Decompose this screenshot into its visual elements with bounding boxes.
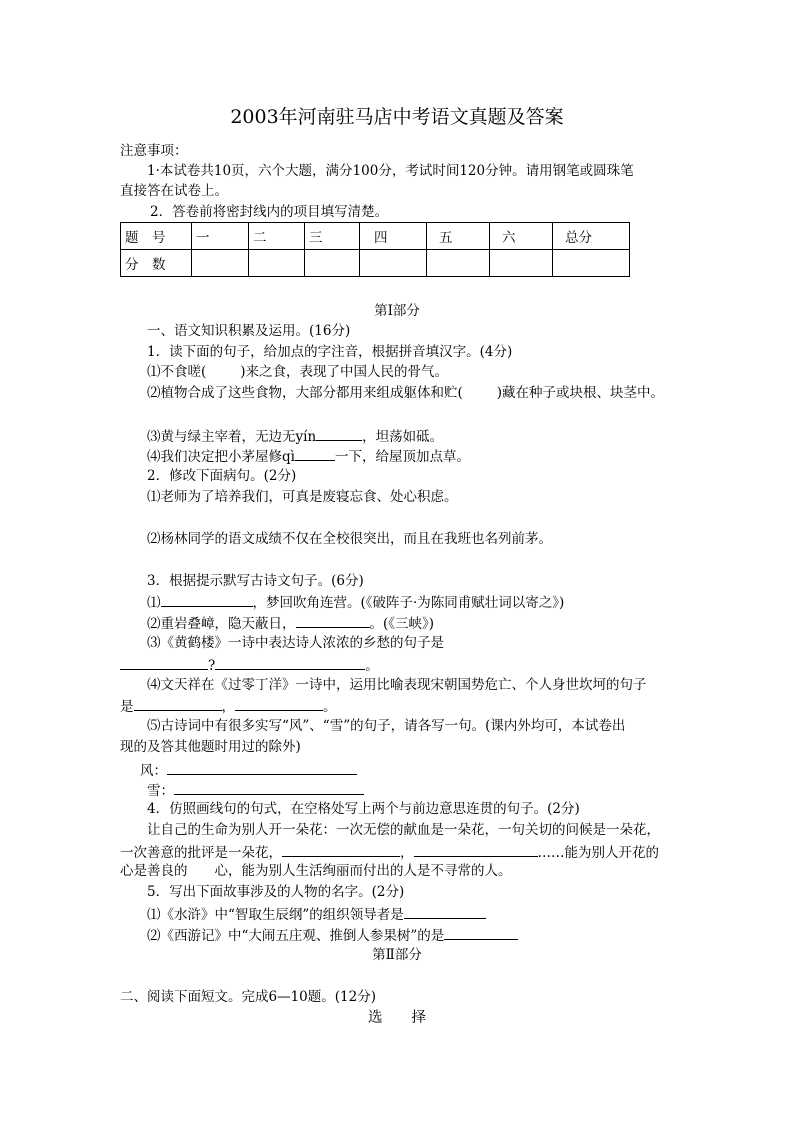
answer-blank[interactable]	[235, 696, 323, 711]
part2-heading: 第Ⅱ部分	[372, 947, 422, 963]
table-cell: 六	[490, 223, 553, 250]
question-3-2	[147, 613, 434, 633]
answer-blank[interactable]	[404, 904, 486, 919]
score-input-cell	[427, 250, 490, 277]
text: 是	[120, 699, 134, 715]
score-table	[120, 222, 630, 277]
question-4: 4．仿照画线句的句式，在空格处写上两个与前边意思连贯的句子。(2分)	[147, 801, 580, 817]
score-input-cell	[490, 250, 553, 277]
question-3-5-cont: 现的及答其他题时用过的除外)	[120, 739, 301, 755]
table-cell: 一	[192, 223, 249, 250]
question-1-3	[147, 426, 443, 446]
text: 一下，给屋顶加点草。	[334, 449, 470, 465]
score-input-cell	[553, 250, 630, 277]
table-cell: 题 号	[121, 223, 192, 250]
score-input-cell	[360, 250, 427, 277]
question-4-passage-cont	[120, 842, 659, 862]
score-input-cell	[192, 250, 249, 277]
score-table-row-scores	[121, 250, 630, 277]
text: ⑶黄与绿主宰着，无边无yín	[147, 429, 317, 445]
question-3: 3．根据提示默写古诗文句子。(6分)	[147, 573, 364, 589]
question-2-1: ⑴老师为了培养我们，可真是废寝忘食、处心积虑。	[147, 489, 458, 505]
question-5: 5．写出下面故事涉及的人物的名字。(2分)	[147, 884, 405, 900]
question-5-1	[147, 904, 486, 924]
question-1-4	[147, 446, 470, 466]
text: ，梦回吹角连营。(《破阵子·为陈同甫赋壮词以寄之》)	[252, 595, 565, 611]
text: ……能为别人开花的	[537, 845, 659, 861]
answer-blank[interactable]	[316, 426, 362, 441]
text: )来之食，表现了中国人民的骨气。	[240, 364, 449, 380]
question-1-1	[147, 363, 448, 381]
answer-blank[interactable]	[167, 760, 357, 775]
answer-blank[interactable]	[134, 696, 222, 711]
section-1-heading: 一、语文知识积累及运用。(16分)	[147, 323, 351, 339]
text: ，	[221, 699, 235, 715]
text: ⑴	[147, 595, 161, 611]
question-3-1	[147, 592, 564, 612]
score-input-cell	[249, 250, 305, 277]
table-cell: 三	[305, 223, 360, 250]
part1-heading: 第Ⅰ部分	[374, 303, 420, 319]
page-title: 2003年河南驻马店中考语文真题及答案	[230, 106, 564, 128]
question-1-2	[147, 384, 664, 402]
score-table-row-header	[121, 223, 630, 250]
notes-heading: 注意事项：	[120, 143, 188, 159]
text: 。	[365, 658, 379, 674]
answer-feng	[140, 760, 357, 780]
text: 。	[323, 699, 337, 715]
table-cell: 四	[360, 223, 427, 250]
text: 。(《三峡》)	[369, 616, 435, 632]
question-2: 2．修改下面病句。(2分)	[147, 468, 297, 484]
question-2-2: ⑵杨林同学的语文成绩不仅在全校很突出，而且在我班也名列前茅。	[147, 531, 552, 547]
question-3-3: ⑶《黄鹤楼》一诗中表达诗人浓浓的乡愁的句子是	[147, 635, 444, 651]
score-input-cell	[305, 250, 360, 277]
answer-blank[interactable]	[215, 655, 365, 670]
answer-xue	[147, 780, 364, 800]
notes-item-1-cont: 直接答在试卷上。	[120, 183, 228, 199]
answer-blank[interactable]	[414, 842, 538, 857]
answer-blank[interactable]	[174, 780, 364, 795]
article-title: 选 择	[368, 1010, 426, 1026]
answer-blank[interactable]	[161, 592, 253, 607]
text: 雪：	[147, 783, 174, 799]
text: ，坦荡如砥。	[362, 429, 444, 445]
notes-item-1: 1·本试卷共10页，六个大题，满分100分，考试时间120分钟。请用钢笔或圆珠笔	[147, 163, 634, 179]
text: ⑴《水浒》中“智取生辰纲”的组织领导者是	[147, 907, 404, 923]
question-4-passage: 让自己的生命为别人开一朵花：一次无偿的献血是一朵花，一句关切的问候是一朵花，	[147, 822, 660, 838]
table-cell: 五	[427, 223, 490, 250]
question-3-4: ⑷文天祥在《过零丁洋》一诗中，运用比喻表现宋朝国势危亡、个人身世坎坷的句子	[147, 677, 647, 693]
question-3-3-answer	[120, 655, 379, 675]
answer-blank[interactable]	[282, 842, 400, 857]
text: ⑵重岩叠嶂，隐天蔽日，	[147, 616, 296, 632]
answer-blank[interactable]	[444, 925, 518, 940]
table-cell: 分 数	[121, 250, 192, 277]
text: ，	[400, 845, 414, 861]
text: )藏在种子或块根、块茎中。	[496, 385, 665, 401]
text: 风：	[140, 763, 167, 779]
text: ⑵植物合成了这些食物，大部分都用来组成躯体和贮(	[147, 385, 463, 401]
text: ?	[208, 658, 216, 674]
table-cell: 二	[249, 223, 305, 250]
text: ⑴不食嗟(	[147, 364, 207, 380]
text: ⑷我们决定把小茅屋修qì	[147, 449, 295, 465]
question-1: 1．读下面的句子，给加点的字注音，根据拼音填汉字。(4分)	[147, 344, 513, 360]
question-5-2	[147, 925, 518, 945]
question-3-4-answer	[120, 696, 337, 716]
notes-item-2: 2．答卷前将密封线内的项目填写清楚。	[150, 204, 389, 220]
section-2-heading: 二、阅读下面短文。完成6—10题。(12分)	[120, 989, 376, 1005]
text: 一次善意的批评是一朵花，	[120, 845, 282, 861]
table-cell: 总分	[553, 223, 630, 250]
question-3-5: ⑸古诗词中有很多实写“风”、“雪”的句子，请各写一句。(课内外均可，本试卷出	[147, 718, 626, 734]
answer-blank[interactable]	[120, 655, 208, 670]
text: ⑵《西游记》中“大闹五庄观、推倒人参果树”的是	[147, 928, 445, 944]
answer-blank[interactable]	[295, 446, 335, 461]
answer-blank[interactable]	[296, 613, 370, 628]
question-4-passage-end: 心是善良的 心，能为别人生活绚丽而付出的人是不寻常的人。	[120, 863, 512, 879]
